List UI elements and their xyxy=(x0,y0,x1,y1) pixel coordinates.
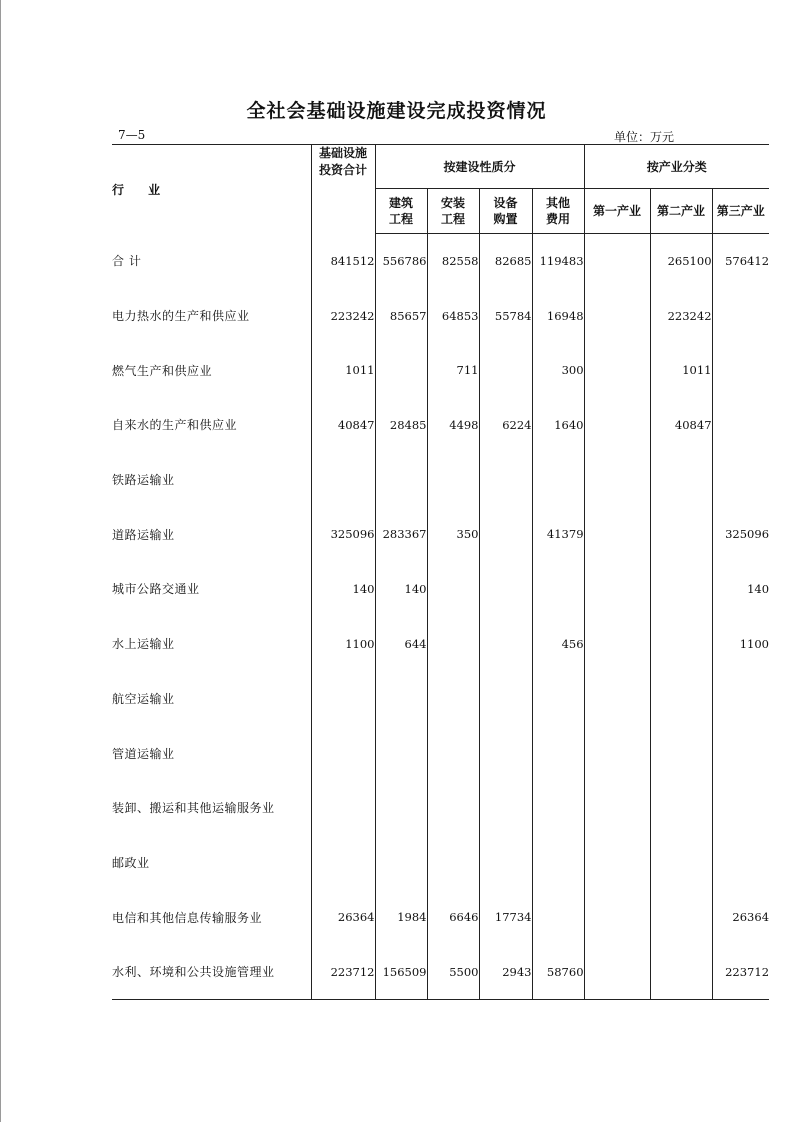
cell-total: 1100 xyxy=(311,616,375,671)
cell-industry-name: 铁路运输业 xyxy=(112,452,311,507)
cell-equip xyxy=(479,452,532,507)
cell-equip: 82685 xyxy=(479,234,532,289)
cell-build: 156509 xyxy=(375,944,427,999)
cell-secondary xyxy=(650,780,712,835)
header-build-line1: 建筑 xyxy=(388,196,413,210)
header-other-line1: 其他 xyxy=(546,196,571,210)
cell-total: 325096 xyxy=(311,507,375,562)
cell-primary xyxy=(584,562,650,617)
table-row xyxy=(112,671,769,726)
cell-total: 140 xyxy=(311,562,375,617)
header-primary: 第一产业 xyxy=(584,189,650,234)
header-total-line1: 基础设施 xyxy=(318,146,367,160)
cell-total: 26364 xyxy=(311,890,375,945)
cell-total: 223712 xyxy=(311,944,375,999)
cell-other xyxy=(532,452,584,507)
table-code: 7—5 xyxy=(118,128,146,142)
cell-secondary xyxy=(650,616,712,671)
cell-install xyxy=(427,562,479,617)
cell-primary xyxy=(584,452,650,507)
cell-build xyxy=(375,780,427,835)
cell-industry-name: 航空运输业 xyxy=(112,671,311,726)
header-tertiary: 第三产业 xyxy=(712,189,769,234)
cell-tertiary xyxy=(712,835,769,890)
table-row xyxy=(112,507,769,562)
cell-primary xyxy=(584,398,650,453)
cell-install xyxy=(427,780,479,835)
cell-install xyxy=(427,726,479,781)
cell-other: 58760 xyxy=(532,944,584,999)
cell-tertiary xyxy=(712,726,769,781)
table-row xyxy=(112,780,769,835)
cell-install: 64853 xyxy=(427,288,479,343)
cell-build: 1984 xyxy=(375,890,427,945)
cell-tertiary xyxy=(712,288,769,343)
cell-primary xyxy=(584,507,650,562)
cell-equip: 6224 xyxy=(479,398,532,453)
page-edge-line xyxy=(0,0,1,1122)
cell-install: 6646 xyxy=(427,890,479,945)
cell-tertiary: 1100 xyxy=(739,636,770,651)
cell-primary xyxy=(584,616,650,671)
cell-total xyxy=(311,726,375,781)
cell-tertiary: 576412 xyxy=(725,254,770,269)
header-install xyxy=(427,189,479,234)
cell-tertiary: 26364 xyxy=(732,910,770,925)
cell-total: 223242 xyxy=(311,288,375,343)
cell-equip: 17734 xyxy=(479,890,532,945)
cell-industry-name: 水利、环境和公共设施管理业 xyxy=(112,944,311,999)
cell-total: 841512 xyxy=(311,234,375,289)
cell-build: 644 xyxy=(375,616,427,671)
cell-tertiary xyxy=(712,398,769,453)
cell-equip: 55784 xyxy=(479,288,532,343)
cell-equip xyxy=(479,507,532,562)
cell-secondary xyxy=(650,726,712,781)
cell-primary xyxy=(584,835,650,890)
cell-industry-name: 电力热水的生产和供应业 xyxy=(112,288,311,343)
cell-install xyxy=(427,616,479,671)
cell-secondary xyxy=(650,507,712,562)
cell-build xyxy=(375,835,427,890)
cell-secondary: 265100 xyxy=(650,234,712,289)
cell-primary xyxy=(584,343,650,398)
cell-build: 283367 xyxy=(375,507,427,562)
header-total-line2: 投资合计 xyxy=(318,163,367,177)
cell-primary xyxy=(584,780,650,835)
header-other xyxy=(532,189,584,234)
cell-industry-name: 水上运输业 xyxy=(112,616,311,671)
cell-build: 28485 xyxy=(375,398,427,453)
header-total xyxy=(311,145,375,234)
cell-other: 119483 xyxy=(532,234,584,289)
cell-other xyxy=(532,835,584,890)
cell-secondary xyxy=(650,671,712,726)
cell-other xyxy=(532,780,584,835)
cell-install xyxy=(427,671,479,726)
cell-industry-name: 城市公路交通业 xyxy=(112,562,311,617)
cell-industry-name: 燃气生产和供应业 xyxy=(112,343,311,398)
table-row xyxy=(112,562,769,617)
header-build-line2: 工程 xyxy=(388,212,413,226)
header-equip-line1: 设备 xyxy=(493,196,518,210)
cell-install: 82558 xyxy=(427,234,479,289)
cell-build xyxy=(375,726,427,781)
cell-total: 1011 xyxy=(311,343,375,398)
cell-install: 5500 xyxy=(427,944,479,999)
cell-primary xyxy=(584,288,650,343)
cell-equip xyxy=(479,671,532,726)
cell-other: 16948 xyxy=(532,288,584,343)
cell-build xyxy=(375,671,427,726)
cell-tertiary: 325096 xyxy=(725,527,770,542)
table-row xyxy=(112,835,769,890)
cell-tertiary xyxy=(712,671,769,726)
cell-tertiary xyxy=(712,452,769,507)
cell-secondary: 223242 xyxy=(650,288,712,343)
cell-tertiary xyxy=(712,343,769,398)
cell-primary xyxy=(584,726,650,781)
cell-total xyxy=(311,835,375,890)
table-row xyxy=(112,726,769,781)
cell-total xyxy=(311,780,375,835)
cell-primary xyxy=(584,890,650,945)
cell-other xyxy=(532,562,584,617)
cell-equip: 2943 xyxy=(479,944,532,999)
cell-secondary: 1011 xyxy=(650,343,712,398)
cell-primary xyxy=(584,944,650,999)
cell-other: 300 xyxy=(532,343,584,398)
cell-industry-name: 邮政业 xyxy=(112,835,311,890)
table-row xyxy=(112,616,769,671)
cell-industry-name: 电信和其他信息传输服务业 xyxy=(112,890,311,945)
cell-other xyxy=(532,726,584,781)
cell-industry-name: 合 计 xyxy=(112,234,311,289)
cell-build xyxy=(375,452,427,507)
cell-equip xyxy=(479,726,532,781)
cell-tertiary xyxy=(712,780,769,835)
unit-label: 单位：万元 xyxy=(614,130,675,144)
cell-equip xyxy=(479,835,532,890)
cell-equip xyxy=(479,780,532,835)
header-group-construction: 按建设性质分 xyxy=(375,145,584,189)
cell-total xyxy=(311,452,375,507)
cell-install: 350 xyxy=(427,507,479,562)
cell-equip xyxy=(479,616,532,671)
table-body xyxy=(112,234,769,1000)
cell-other: 1640 xyxy=(532,398,584,453)
table-row xyxy=(112,944,769,999)
cell-industry-name: 自来水的生产和供应业 xyxy=(112,398,311,453)
header-other-line2: 费用 xyxy=(546,212,571,226)
cell-build: 140 xyxy=(375,562,427,617)
cell-install xyxy=(427,452,479,507)
page-title: 全社会基础设施建设完成投资情况 xyxy=(246,100,547,122)
cell-build: 85657 xyxy=(375,288,427,343)
cell-install: 4498 xyxy=(427,398,479,453)
cell-build xyxy=(375,343,427,398)
cell-equip xyxy=(479,343,532,398)
table-row xyxy=(112,452,769,507)
cell-other: 41379 xyxy=(532,507,584,562)
cell-equip xyxy=(479,562,532,617)
cell-secondary xyxy=(650,452,712,507)
cell-install: 711 xyxy=(427,343,479,398)
cell-primary xyxy=(584,234,650,289)
cell-industry-name: 装卸、搬运和其他运输服务业 xyxy=(112,780,311,835)
cell-secondary xyxy=(650,944,712,999)
table-row xyxy=(112,398,769,453)
cell-industry-name: 管道运输业 xyxy=(112,726,311,781)
header-industry: 行 业 xyxy=(112,145,311,234)
cell-tertiary: 223712 xyxy=(712,944,769,999)
header-install-line2: 工程 xyxy=(440,212,465,226)
cell-install xyxy=(427,835,479,890)
investment-table xyxy=(112,144,769,1000)
table-row xyxy=(112,890,769,945)
header-install-line1: 安装 xyxy=(440,196,465,210)
cell-secondary xyxy=(650,562,712,617)
cell-secondary xyxy=(650,835,712,890)
header-build xyxy=(375,189,427,234)
cell-industry-name: 道路运输业 xyxy=(112,507,311,562)
cell-total: 40847 xyxy=(311,398,375,453)
cell-other: 456 xyxy=(532,616,584,671)
cell-build: 556786 xyxy=(375,234,427,289)
header-equip-line2: 购置 xyxy=(493,212,518,226)
cell-secondary xyxy=(650,890,712,945)
table-row xyxy=(112,234,769,289)
table-row xyxy=(112,343,769,398)
cell-tertiary: 140 xyxy=(747,581,770,596)
header-group-industry: 按产业分类 xyxy=(584,145,769,189)
cell-secondary: 40847 xyxy=(650,398,712,453)
cell-other xyxy=(532,890,584,945)
cell-total xyxy=(311,671,375,726)
table-row xyxy=(112,288,769,343)
cell-other xyxy=(532,671,584,726)
header-equip xyxy=(479,189,532,234)
cell-primary xyxy=(584,671,650,726)
header-secondary: 第二产业 xyxy=(650,189,712,234)
